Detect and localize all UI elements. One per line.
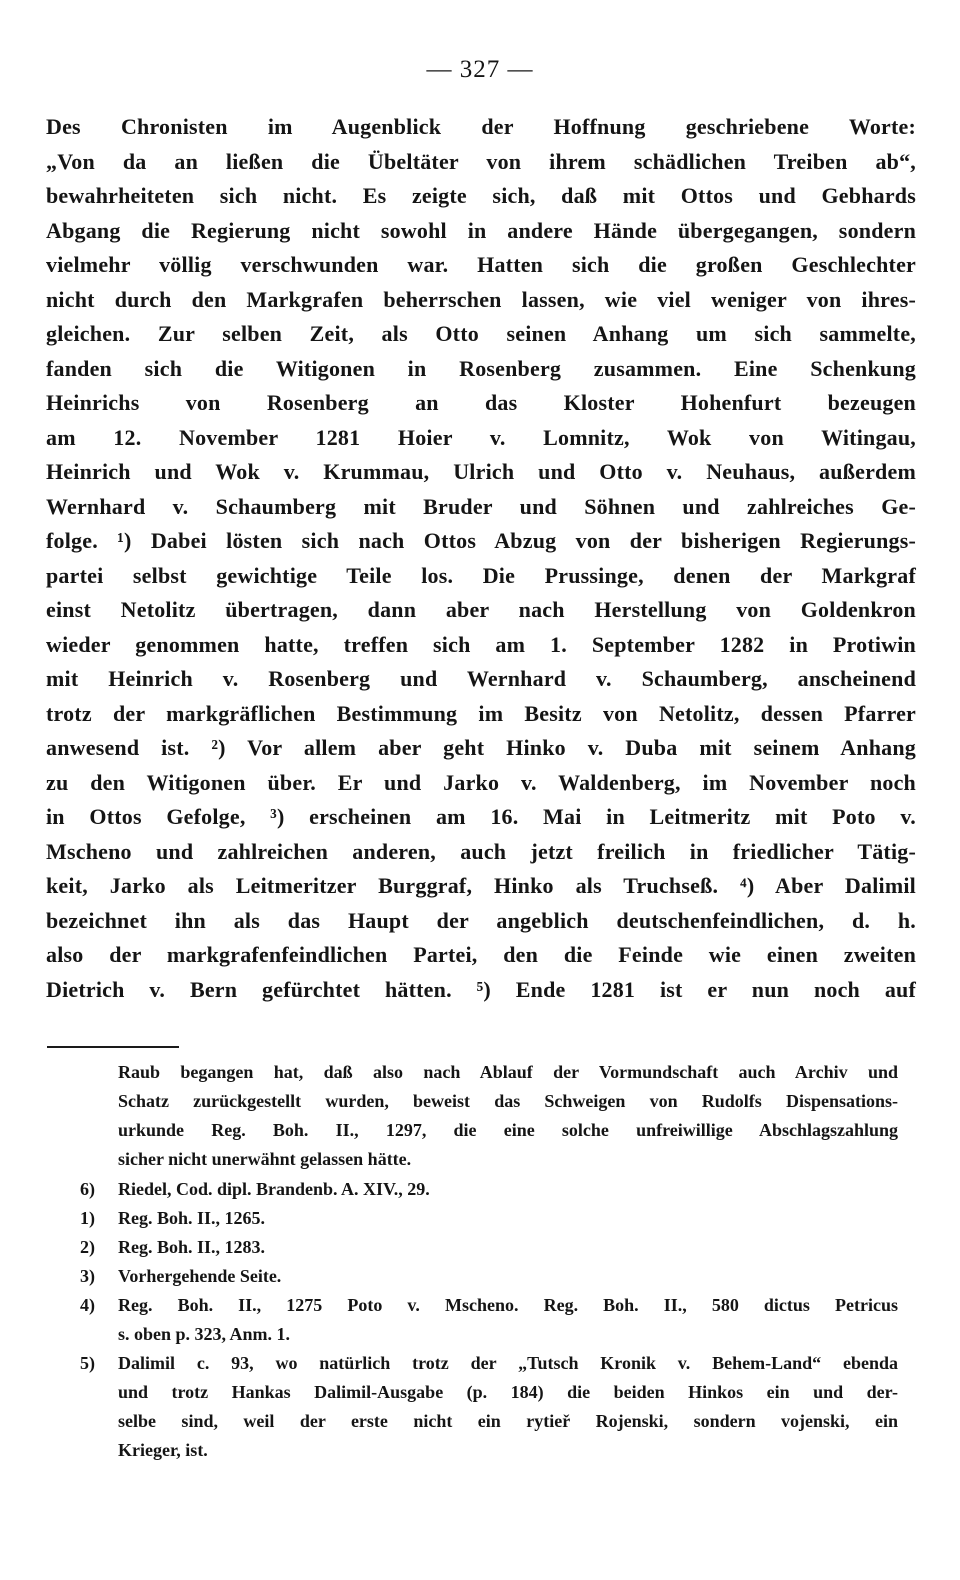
footnote <box>80 1204 898 1233</box>
text-line: vielmehr völlig verschwunden war. Hatten sich die großen Geschlechter <box>46 252 916 277</box>
text-line: wieder genommen hatte, treffen sich am 1. September 1282 in Protiwin <box>46 631 916 657</box>
page-number: — 327 — <box>426 56 534 83</box>
footnote-number: 4) <box>80 1295 95 1315</box>
text-line: in Ottos Gefolge, ³) erscheinen am 16. Mai in Leitmeritz mit Poto v. <box>46 804 916 829</box>
footnote-text: Riedel, Cod. dipl. Brandenb. A. XIV., 29. <box>118 1179 430 1199</box>
footnote-text: Reg. Boh. II., 1275 Poto v. Mscheno. Reg. Boh. II., 580 dictus Petricus <box>118 1295 898 1315</box>
text-line: bewahrheiteten sich nicht. Es zeigte sich, daß mit Ottos und Gebhards <box>46 183 916 208</box>
text-line: gleichen. Zur selben Zeit, als Otto seinen Anhang um sich sammelte, <box>46 321 916 346</box>
footnote-line: urkunde Reg. Boh. II., 1297, die eine solche unfreiwillige Abschlagszahlung <box>118 1120 898 1140</box>
text-line: mit Heinrich v. Rosenberg und Wernhard v. Schaumberg, anscheinend <box>46 666 916 691</box>
text-line: einst Netolitz übertragen, dann aber nach Herstellung von Goldenkron <box>46 597 916 622</box>
text-line: am 12. November 1281 Hoier v. Lomnitz, Wok von Witingau, <box>46 424 916 450</box>
footnote-continuation <box>118 1058 898 1174</box>
footnote-line: Raub begangen hat, daß also nach Ablauf der Vormundschaft auch Archiv und <box>118 1062 898 1082</box>
text-line: Heinrich und Wok v. Krummau, Ulrich und Otto v. Neuhaus, außerdem <box>46 459 916 484</box>
text-line: Heinrichs von Rosenberg an das Kloster Hohenfurt bezeugen <box>46 390 916 415</box>
text-line: trotz der markgräflichen Bestimmung im Besitz von Netolitz, dessen Pfarrer <box>46 700 916 726</box>
footnote-text: s. oben p. 323, Anm. 1. <box>118 1324 291 1344</box>
text-line: also der markgrafenfeindlichen Partei, den die Feinde wie einen zweiten <box>46 942 916 967</box>
text-line: bezeichnet ihn als das Haupt der angeblich deutschenfeindlichen, d. h. <box>46 907 916 933</box>
footnote-number: 1) <box>80 1208 95 1228</box>
footnote-text: Krieger, ist. <box>118 1440 208 1460</box>
footnote-text: Reg. Boh. II., 1265. <box>118 1208 266 1228</box>
text-line: nicht durch den Markgrafen beherrschen lassen, wie viel weniger von ihres- <box>46 286 916 312</box>
footnote-line: Schatz zurückgestellt wurden, beweist das Schweigen von Rudolfs Dispensations- <box>118 1091 898 1111</box>
text-line: Dietrich v. Bern gefürchtet hätten. ⁵) Ende 1281 ist er nun noch auf <box>46 976 916 1002</box>
footnote-text: selbe sind, weil der erste nicht ein rytieř Rojenski, sondern vojenski, ein <box>118 1411 898 1431</box>
text-line: anwesend ist. ²) Vor allem aber geht Hinko v. Duba mit seinem Anhang <box>46 735 916 760</box>
footnote-number: 3) <box>80 1266 95 1286</box>
footnote-text: Dalimil c. 93, wo natürlich trotz der „Tutsch Kronik v. Behem-Land“ ebenda <box>118 1353 898 1373</box>
text-line: Wernhard v. Schaumberg mit Bruder und Söhnen und zahlreiches Ge- <box>46 493 916 519</box>
footnote-number: 5) <box>80 1353 95 1373</box>
footnote <box>80 1349 898 1465</box>
text-line: Abgang die Regierung nicht sowohl in andere Hände übergegangen, sondern <box>46 217 916 243</box>
footnote-number: 6) <box>80 1179 95 1199</box>
text-line: „Von da an ließen die Übeltäter von ihrem schädlichen Treiben ab“, <box>46 148 916 174</box>
main-text <box>46 110 916 1007</box>
footnote-text: Vorhergehende Seite. <box>118 1266 282 1286</box>
footnote-text: Reg. Boh. II., 1283. <box>118 1237 266 1257</box>
text-line: zu den Witigonen über. Er und Jarko v. Waldenberg, im November noch <box>46 769 916 795</box>
footnotes <box>80 1175 898 1465</box>
footnote-line: sicher nicht unerwähnt gelassen hätte. <box>118 1149 412 1169</box>
text-line: folge. ¹) Dabei lösten sich nach Ottos Abzug von der bisherigen Regierungs- <box>46 528 916 553</box>
footnote-separator <box>47 1046 179 1048</box>
text-line: Des Chronisten im Augenblick der Hoffnung geschriebene Worte: <box>46 114 916 139</box>
footnote <box>80 1262 898 1291</box>
footnote <box>80 1291 898 1349</box>
footnote <box>80 1175 898 1204</box>
footnote-text: und trotz Hankas Dalimil-Ausgabe (p. 184) die beiden Hinkos ein und der- <box>118 1382 898 1402</box>
footnote <box>80 1233 898 1262</box>
footnote-number: 2) <box>80 1237 95 1257</box>
text-line: Mscheno und zahlreichen anderen, auch jetzt freilich in friedlicher Tätig- <box>46 838 916 864</box>
text-line: fanden sich die Witigonen in Rosenberg zusammen. Eine Schenkung <box>46 355 916 381</box>
text-line: keit, Jarko als Leitmeritzer Burggraf, Hinko als Truchseß. ⁴) Aber Dalimil <box>46 873 916 898</box>
text-line: partei selbst gewichtige Teile los. Die Prussinge, denen der Markgraf <box>46 562 916 588</box>
